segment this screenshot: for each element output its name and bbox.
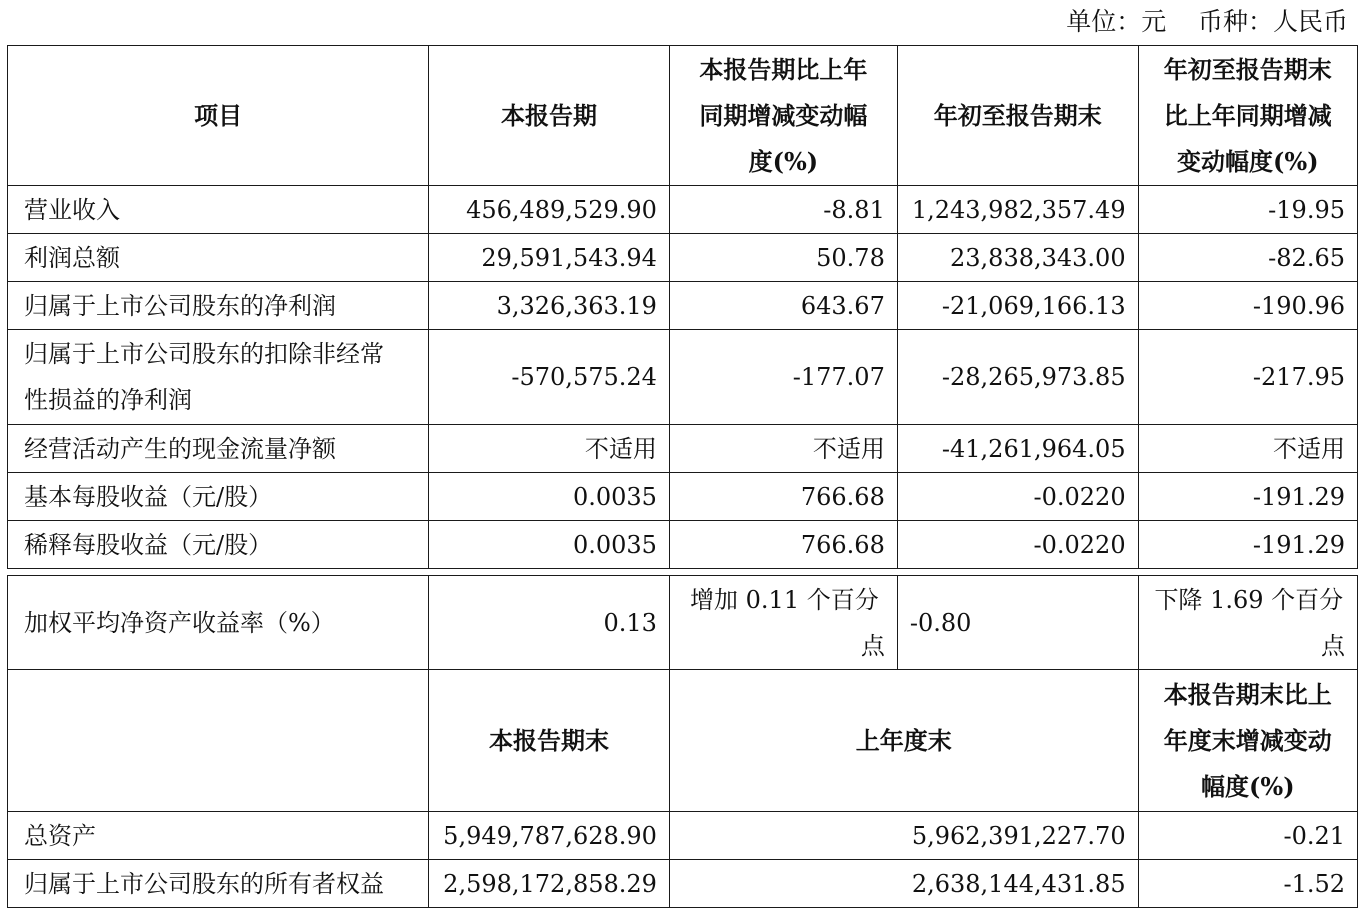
cell-current: 0.0035 [429,473,670,521]
cell-current: -570,575.24 [429,330,670,425]
header-ytd-change: 年初至报告期末 比上年同期增减 变动幅度(%) [1138,46,1357,186]
row-label: 加权平均净资产收益率（%） [8,576,429,670]
table-row [8,234,1358,282]
cell-period-end: 5,949,787,628.90 [429,812,670,860]
cell-ytd-change: -190.96 [1138,282,1357,330]
cell-ytd: -0.80 [897,576,1138,670]
table-row [8,186,1358,234]
cell-current-change: -8.81 [669,186,897,234]
row-label: 归属于上市公司股东的净利润 [8,282,429,330]
cell-ytd: -21,069,166.13 [897,282,1138,330]
row-label: 营业收入 [8,186,429,234]
table-row [8,521,1358,569]
table-row [8,282,1358,330]
row-label: 总资产 [8,812,429,860]
header-current-period: 本报告期 [429,46,670,186]
cell-ytd: -41,261,964.05 [897,425,1138,473]
table-row [8,330,1358,425]
cell-ytd-change: -217.95 [1138,330,1357,425]
row-label: 利润总额 [8,234,429,282]
cell-ytd-change: -82.65 [1138,234,1357,282]
cell-current-change: 增加 0.11 个百分 点 [669,576,897,670]
table-gap [8,569,1358,576]
cell-ytd-change: -19.95 [1138,186,1357,234]
table-header-row-balance [8,670,1358,812]
cell-current: 456,489,529.90 [429,186,670,234]
cell-current-change: -177.07 [669,330,897,425]
table-row [8,860,1358,908]
cell-ytd-change: -191.29 [1138,473,1357,521]
row-label: 归属于上市公司股东的所有者权益 [8,860,429,908]
cell-current-change: 766.68 [669,521,897,569]
unit-currency-note: 单位：元 币种：人民币 [1066,7,1348,36]
cell-current-change: 643.67 [669,282,897,330]
header-current-change: 本报告期比上年 同期增减变动幅 度(%) [669,46,897,186]
table-row [8,812,1358,860]
row-label: 基本每股收益（元/股） [8,473,429,521]
cell-current: 不适用 [429,425,670,473]
cell-current-change: 不适用 [669,425,897,473]
cell-ytd: -28,265,973.85 [897,330,1138,425]
cell-prior-year-end: 5,962,391,227.70 [669,812,1138,860]
financial-data-table [7,45,1358,908]
cell-period-end: 2,598,172,858.29 [429,860,670,908]
cell-ytd-change: -191.29 [1138,521,1357,569]
cell-current: 29,591,543.94 [429,234,670,282]
cell-ytd: 1,243,982,357.49 [897,186,1138,234]
header-balance-change: 本报告期末比上 年度末增减变动 幅度(%) [1138,670,1357,812]
cell-ytd: -0.0220 [897,473,1138,521]
cell-current: 0.0035 [429,521,670,569]
cell-current-change: 766.68 [669,473,897,521]
cell-ytd-change: 不适用 [1138,425,1357,473]
cell-ytd: -0.0220 [897,521,1138,569]
cell-change: -1.52 [1138,860,1357,908]
row-label: 稀释每股收益（元/股） [8,521,429,569]
header-blank [8,670,429,812]
table-row-roe [8,576,1358,670]
cell-current: 0.13 [429,576,670,670]
table-row [8,473,1358,521]
cell-current: 3,326,363.19 [429,282,670,330]
row-label: 归属于上市公司股东的扣除非经常 性损益的净利润 [8,330,429,425]
cell-ytd-change: 下降 1.69 个百分 点 [1138,576,1357,670]
table-row [8,425,1358,473]
header-item: 项目 [8,46,429,186]
header-ytd: 年初至报告期末 [897,46,1138,186]
header-prior-year-end: 上年度末 [669,670,1138,812]
cell-current-change: 50.78 [669,234,897,282]
row-label: 经营活动产生的现金流量净额 [8,425,429,473]
cell-prior-year-end: 2,638,144,431.85 [669,860,1138,908]
table-header-row [8,46,1358,186]
cell-change: -0.21 [1138,812,1357,860]
cell-ytd: 23,838,343.00 [897,234,1138,282]
header-period-end: 本报告期末 [429,670,670,812]
